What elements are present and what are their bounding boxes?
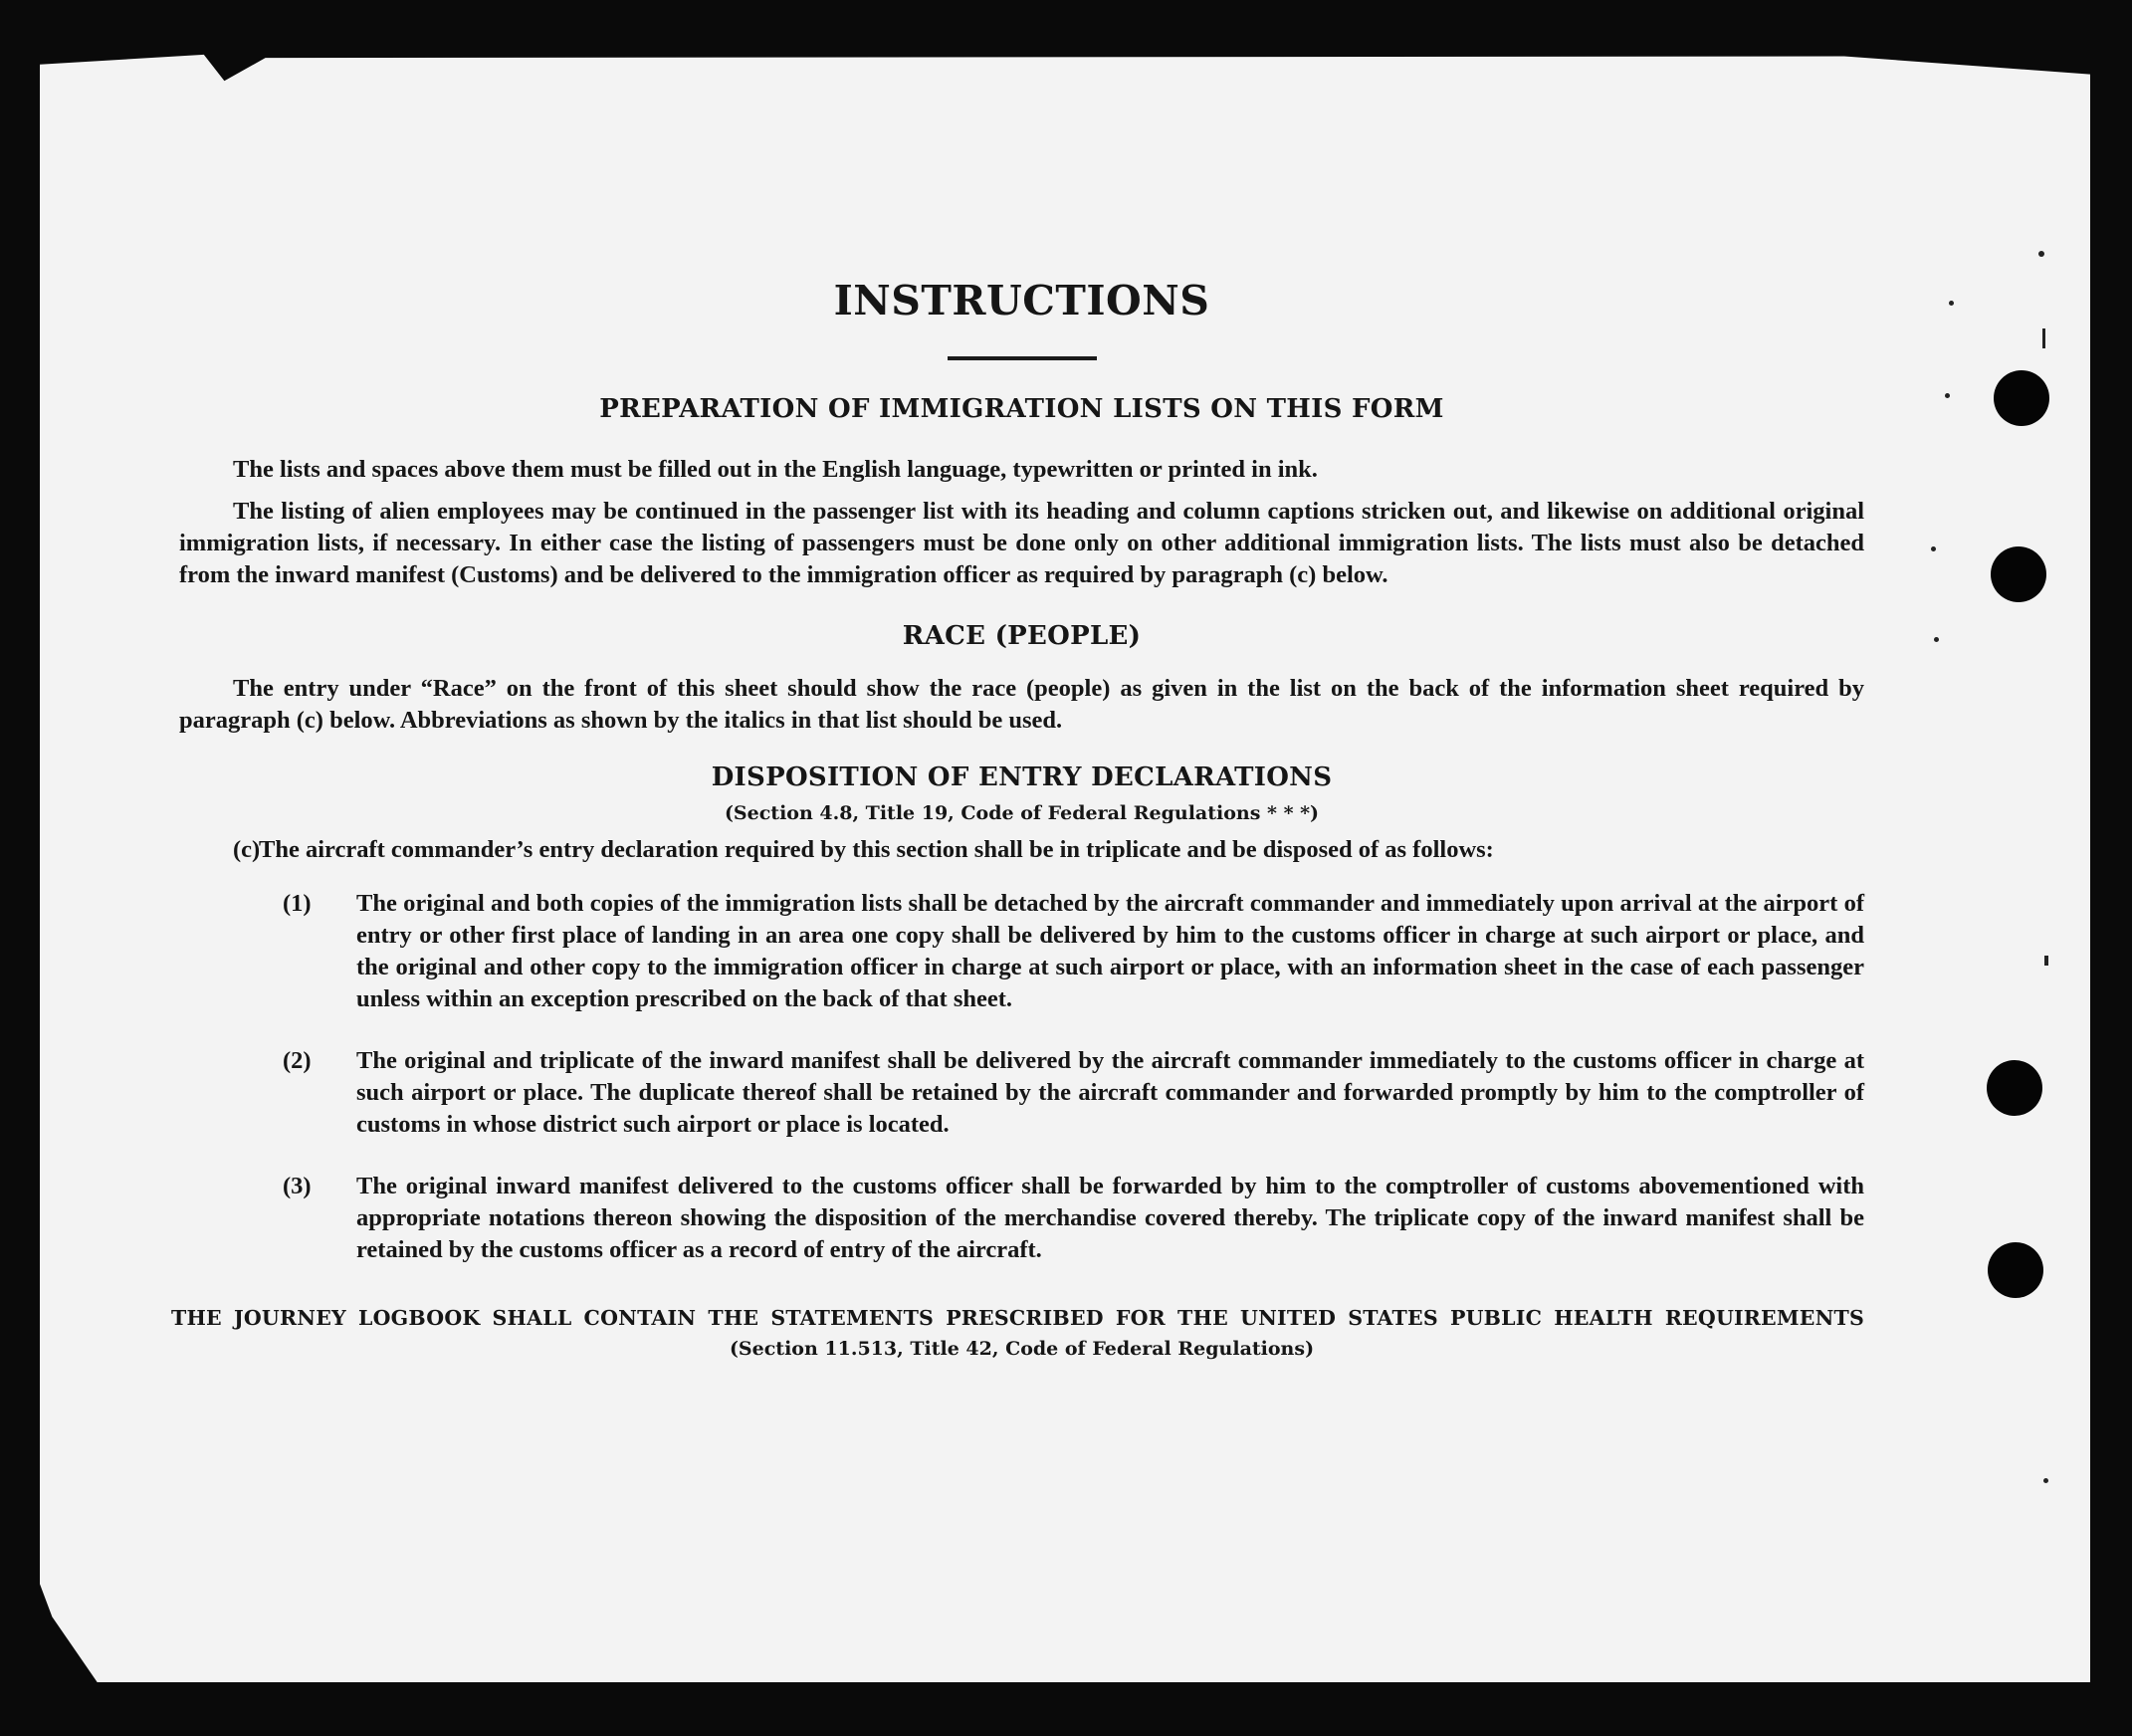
page-title: INSTRUCTIONS (833, 277, 1210, 325)
punch-hole (1994, 370, 2049, 426)
instructions-content (171, 277, 1864, 1360)
list-item-number: (2) (283, 1047, 312, 1074)
disposition-citation: (Section 4.8, Title 19, Code of Federal Regulations * * *) (724, 802, 1320, 824)
race-paragraph: The entry under “Race” on the front of this sheet should show the race (people) as given in the list on the back of the information sheet required by paragraph (c) below. Abbreviations as shown by the italics in that list should be used. (179, 675, 1864, 734)
paragraph-c-text: The aircraft commander’s entry declaration required by this section shall be in triplicate and be disposed of as follows: (259, 836, 1494, 863)
paragraph-c-label: (c) (233, 836, 261, 863)
list-item (179, 1045, 1864, 1141)
disposition-heading: DISPOSITION OF ENTRY DECLARATIONS (711, 762, 1333, 792)
punch-hole (1991, 546, 2046, 602)
list-item (179, 888, 1864, 1015)
list-item-text: The original inward manifest delivered to the customs officer shall be forwarded by him to the comptroller of customs abovementioned with appropriate notations thereon showing the disposition of the merchandise covered thereby. The triplicate copy of the inward manifest shall be retained by the customs officer as a record of entry of the aircraft. (356, 1173, 1864, 1263)
preparation-heading: PREPARATION OF IMMIGRATION LISTS ON THIS FORM (599, 394, 1444, 424)
list-item-text: The original and triplicate of the inward manifest shall be delivered by the aircraft commander immediately to the customs officer in charge at such airport or place. The duplicate thereof shall be retained by the aircraft commander and forwarded promptly by him to the comptroller of customs in whose district such airport or place is located. (356, 1047, 1864, 1138)
punch-hole (1987, 1060, 2042, 1116)
list-item-number: (3) (283, 1173, 312, 1199)
speck-mark (1934, 637, 1939, 642)
speck-mark (2043, 1478, 2048, 1483)
speck-mark (2044, 956, 2048, 966)
title-underline (948, 356, 1097, 360)
race-heading: RACE (PEOPLE) (902, 621, 1142, 651)
list-item-text: The original and both copies of the immigration lists shall be detached by the aircraft commander and immediately upon arrival at the airport of entry or other first place of landing in an area one copy shall be delivered by him to the customs officer in charge at such airport or place, and the original and other copy to the immigration officer in charge at such airport or place, with an information sheet in the case of each passenger unless within an exception prescribed on the back of that sheet. (356, 890, 1864, 1012)
footer-citation: (Section 11.513, Title 42, Code of Federal Regulations) (729, 1338, 1315, 1360)
speck-mark (1949, 301, 1954, 306)
speck-mark (2038, 251, 2044, 257)
list-item-number: (1) (283, 890, 312, 917)
preparation-paragraph-1: The lists and spaces above them must be filled out in the English language, typewritten or printed in ink. (233, 456, 1318, 483)
footer-requirement: THE JOURNEY LOGBOOK SHALL CONTAIN THE STATEMENTS PRESCRIBED FOR THE UNITED STATES PUBLIC HEALTH REQUIREMENTS (171, 1306, 1864, 1330)
speck-mark (2042, 328, 2045, 348)
punch-hole (1988, 1242, 2043, 1298)
paragraph-c (179, 834, 1864, 866)
preparation-paragraph-2: The listing of alien employees may be continued in the passenger list with its heading and column captions stricken out, and likewise on additional original immigration lists, if necessary. In either case the listing of passengers must be done only on other additional immigration lists. The lists must also be detached from the inward manifest (Customs) and be delivered to the immigration officer as required by paragraph (c) below. (179, 498, 1864, 588)
speck-mark (1931, 546, 1936, 551)
list-item (179, 1171, 1864, 1266)
speck-mark (1945, 393, 1950, 398)
